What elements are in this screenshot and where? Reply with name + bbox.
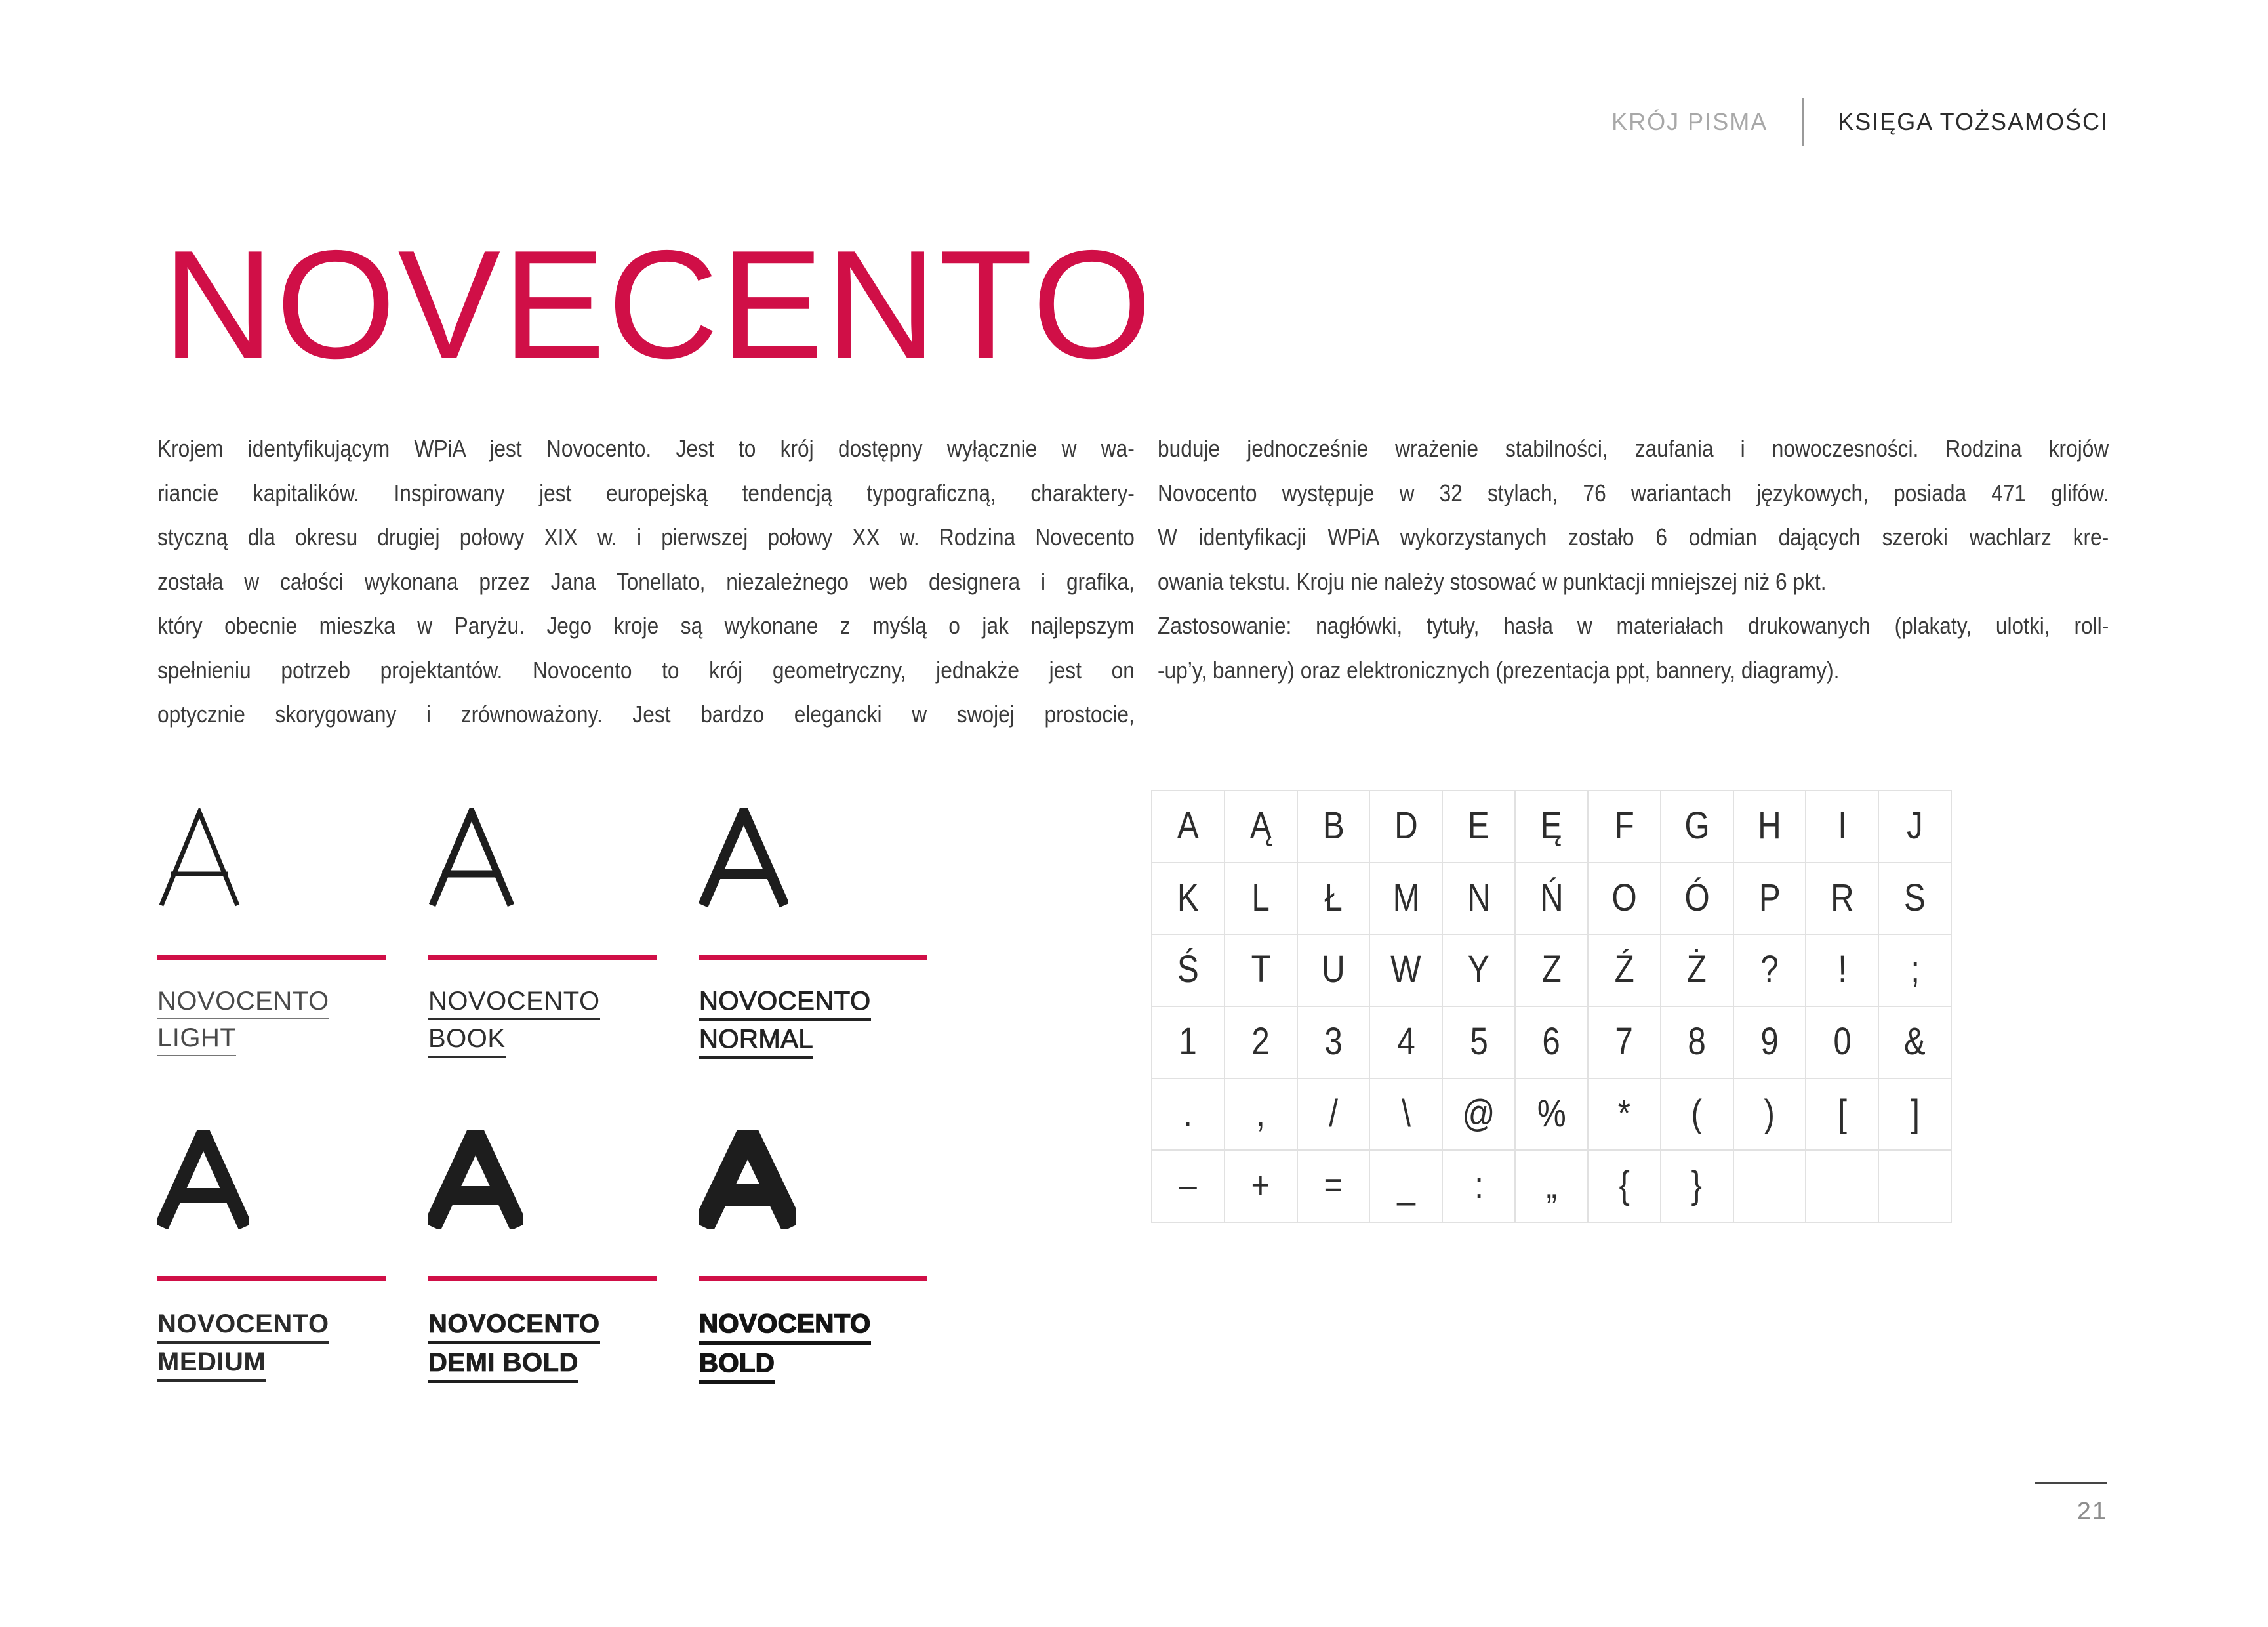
glyph: H bbox=[1758, 804, 1781, 847]
glyph: 6 bbox=[1542, 1019, 1561, 1063]
glyph: % bbox=[1537, 1092, 1566, 1135]
glyph: I bbox=[1837, 804, 1847, 847]
glyph-cell bbox=[1442, 1150, 1515, 1222]
text-line: W identyfikacji WPiA wykorzystanych zostało 6 odmian dających szeroki wachlarz kre- bbox=[1158, 524, 2109, 550]
glyph-cell bbox=[1806, 1006, 1878, 1079]
glyph-cell bbox=[1152, 1150, 1225, 1222]
text-line: została w całości wykonana przez Jana Tonellato, niezależnego web designera i grafika, bbox=[157, 567, 1135, 595]
glyph-cell bbox=[1878, 1006, 1951, 1079]
section-label: KRÓJ PISMA bbox=[1611, 108, 1768, 135]
header-divider-line bbox=[1802, 98, 1804, 146]
glyph: Y bbox=[1468, 948, 1490, 991]
letter-a-glyph bbox=[157, 808, 241, 908]
accent-rule bbox=[428, 955, 657, 960]
glyph: 5 bbox=[1469, 1019, 1488, 1063]
glyph-cell bbox=[1152, 863, 1225, 935]
text-line: riancie kapitalików. Inspirowany jest europejską tendencją typograficzną, charaktery- bbox=[157, 479, 1135, 506]
glyph-cell bbox=[1878, 791, 1951, 863]
glyph: , bbox=[1256, 1092, 1266, 1135]
specimen-label-line: NOVOCENTO bbox=[157, 986, 329, 1019]
glyph: 2 bbox=[1251, 1019, 1270, 1063]
glyph: : bbox=[1474, 1164, 1484, 1207]
specimen-label-line: LIGHT bbox=[157, 1023, 236, 1056]
glyph-cell bbox=[1661, 1006, 1733, 1079]
glyph-cell bbox=[1369, 1006, 1442, 1079]
specimen-label-book bbox=[428, 986, 600, 1061]
glyph-cell bbox=[1297, 1150, 1370, 1222]
glyph-cell bbox=[1661, 934, 1733, 1006]
glyph: = bbox=[1324, 1164, 1343, 1207]
text-line: owania tekstu. Kroju nie należy stosować w punktacji mniejszej niż 6 pkt. bbox=[1158, 567, 1827, 595]
glyph: W bbox=[1390, 948, 1422, 991]
glyph: Ń bbox=[1539, 876, 1564, 919]
glyph: N bbox=[1467, 876, 1491, 919]
glyph: 1 bbox=[1179, 1019, 1198, 1063]
text-line: Novocento występuje w 32 stylach, 76 wariantach językowych, posiada 471 glifów. bbox=[1158, 479, 2109, 506]
glyph: D bbox=[1394, 804, 1418, 847]
specimen-label-line: DEMI BOLD bbox=[428, 1348, 578, 1383]
glyph: 3 bbox=[1324, 1019, 1343, 1063]
glyph: Ś bbox=[1177, 948, 1199, 991]
glyph-cell bbox=[1442, 1079, 1515, 1151]
glyph: P bbox=[1758, 876, 1781, 919]
glyph-cell bbox=[1661, 1150, 1733, 1222]
glyph: _ bbox=[1397, 1164, 1415, 1207]
glyph-cell bbox=[1369, 934, 1442, 1006]
text-line: spełnieniu potrzeb projektantów. Novocento to krój geometryczny, jednakże jest on bbox=[157, 656, 1135, 684]
glyph: Ę bbox=[1541, 804, 1562, 847]
specimen-letter-light bbox=[157, 808, 241, 911]
glyph-cell bbox=[1878, 863, 1951, 935]
glyph: Ż bbox=[1687, 948, 1707, 991]
glyph-cell bbox=[1225, 791, 1297, 863]
glyph-cell bbox=[1515, 1006, 1588, 1079]
glyph-cell bbox=[1225, 1006, 1297, 1079]
glyph-cell bbox=[1733, 791, 1806, 863]
glyph-cell bbox=[1515, 934, 1588, 1006]
glyph-cell bbox=[1733, 863, 1806, 935]
glyph: ! bbox=[1837, 948, 1847, 991]
glyph-cell-empty bbox=[1733, 1150, 1806, 1222]
glyph: / bbox=[1329, 1092, 1338, 1135]
glyph-cell bbox=[1661, 791, 1733, 863]
glyph-cell-empty bbox=[1878, 1150, 1951, 1222]
specimen-label-light bbox=[157, 986, 329, 1060]
text-line: Krojem identyfikującym WPiA jest Novocento. Jest to krój dostępny wyłącznie w wa- bbox=[157, 435, 1135, 462]
glyph-cell bbox=[1297, 1006, 1370, 1079]
glyph: Z bbox=[1541, 948, 1562, 991]
glyph-cell bbox=[1369, 791, 1442, 863]
specimen-letter-demibold bbox=[428, 1130, 523, 1233]
glyph: O bbox=[1611, 876, 1637, 919]
accent-rule bbox=[699, 955, 927, 960]
glyph: R bbox=[1830, 876, 1854, 919]
text-line: buduje jednocześnie wrażenie stabilności, zaufania i nowoczesności. Rodzina krojów bbox=[1158, 435, 2109, 462]
specimen-label-line: MEDIUM bbox=[157, 1347, 266, 1382]
glyph-cell bbox=[1369, 1150, 1442, 1222]
letter-a-glyph bbox=[699, 808, 788, 908]
glyph-cell bbox=[1661, 1079, 1733, 1151]
glyph-cell bbox=[1878, 1079, 1951, 1151]
glyph-cell bbox=[1515, 791, 1588, 863]
page-header bbox=[1611, 98, 2109, 146]
glyph: 7 bbox=[1615, 1019, 1634, 1063]
glyph: 4 bbox=[1397, 1019, 1415, 1063]
specimen-label-normal bbox=[699, 986, 871, 1062]
glyph-cell bbox=[1442, 934, 1515, 1006]
glyph-cell bbox=[1152, 791, 1225, 863]
glyph: J bbox=[1907, 804, 1923, 847]
glyph: Ą bbox=[1249, 804, 1272, 847]
glyph-cell bbox=[1588, 863, 1661, 935]
letter-a-glyph bbox=[428, 1130, 523, 1229]
glyph: ; bbox=[1910, 948, 1920, 991]
glyph-cell bbox=[1369, 863, 1442, 935]
glyph-cell bbox=[1152, 1006, 1225, 1079]
letter-a-glyph bbox=[157, 1130, 249, 1229]
glyph-cell bbox=[1733, 1006, 1806, 1079]
specimen-label-line: BOOK bbox=[428, 1023, 506, 1058]
specimen-label-line: NOVOCENTO bbox=[428, 986, 600, 1020]
glyph: 9 bbox=[1760, 1019, 1779, 1063]
glyph: 0 bbox=[1833, 1019, 1852, 1063]
glyph: * bbox=[1617, 1092, 1630, 1135]
specimen-label-bold bbox=[699, 1309, 871, 1388]
glyph-cell bbox=[1515, 863, 1588, 935]
specimen-label-line: NOVOCENTO bbox=[428, 1309, 600, 1344]
glyph-cell bbox=[1806, 863, 1878, 935]
glyph: Ó bbox=[1684, 876, 1710, 919]
glyph: ? bbox=[1760, 948, 1779, 991]
glyph: . bbox=[1183, 1092, 1193, 1135]
specimen-letter-medium bbox=[157, 1130, 249, 1233]
text-line: styczną dla okresu drugiej połowy XIX w. i pierwszej połowy XX w. Rodzina Novecento bbox=[157, 524, 1135, 550]
glyph: L bbox=[1251, 876, 1270, 919]
glyph-cell bbox=[1806, 791, 1878, 863]
glyph: ] bbox=[1910, 1092, 1920, 1135]
accent-rule bbox=[157, 1276, 386, 1281]
specimen-letter-book bbox=[428, 808, 515, 911]
document-title-label: KSIĘGA TOŻSAMOŚCI bbox=[1838, 108, 2109, 135]
glyph-cell bbox=[1442, 1006, 1515, 1079]
specimen-label-line: NOVOCENTO bbox=[699, 986, 871, 1021]
glyph: { bbox=[1619, 1164, 1630, 1207]
glyph-cell bbox=[1297, 934, 1370, 1006]
glyph-table bbox=[1151, 790, 1952, 1223]
text-line: Zastosowanie: nagłówki, tytuły, hasła w materiałach drukowanych (plakaty, ulotki, roll- bbox=[1158, 612, 2109, 639]
glyph-cell bbox=[1297, 1079, 1370, 1151]
glyph-cell bbox=[1515, 1150, 1588, 1222]
glyph: Ź bbox=[1614, 948, 1634, 991]
glyph: & bbox=[1904, 1019, 1926, 1063]
glyph: G bbox=[1684, 804, 1710, 847]
glyph: A bbox=[1177, 804, 1199, 847]
glyph-cell bbox=[1588, 1006, 1661, 1079]
glyph: M bbox=[1392, 876, 1420, 919]
glyph: E bbox=[1468, 804, 1490, 847]
glyph: T bbox=[1251, 948, 1271, 991]
glyph: \ bbox=[1402, 1092, 1411, 1135]
typeface-title: NOVECENTO bbox=[163, 218, 1154, 390]
text-line: -up’y, bannery) oraz elektronicznych (prezentacja ppt, bannery, diagramy). bbox=[1158, 656, 1840, 684]
glyph: } bbox=[1691, 1164, 1703, 1207]
text-line: optycznie skorygowany i zrównoważony. Jest bardzo elegancki w swojej prostocie, bbox=[157, 701, 1135, 728]
letter-a-glyph bbox=[428, 808, 515, 908]
glyph-cell bbox=[1225, 1079, 1297, 1151]
glyph: @ bbox=[1462, 1092, 1495, 1135]
letter-a-glyph bbox=[699, 1130, 796, 1229]
glyph-cell bbox=[1369, 1079, 1442, 1151]
glyph: K bbox=[1177, 876, 1199, 919]
glyph-cell bbox=[1152, 934, 1225, 1006]
glyph-cell bbox=[1297, 791, 1370, 863]
glyph-cell-empty bbox=[1806, 1150, 1878, 1222]
glyph-cell bbox=[1588, 1150, 1661, 1222]
glyph-cell bbox=[1225, 934, 1297, 1006]
glyph-cell bbox=[1515, 1079, 1588, 1151]
specimen-label-demibold bbox=[428, 1309, 600, 1386]
accent-rule bbox=[699, 1276, 927, 1281]
glyph: ( bbox=[1691, 1092, 1703, 1135]
text-line: który obecnie mieszka w Paryżu. Jego kroje są wykonane z myślą o jak najlepszym bbox=[157, 612, 1135, 639]
specimen-letter-bold bbox=[699, 1130, 796, 1233]
footer-rule bbox=[2035, 1482, 2107, 1484]
glyph-cell bbox=[1588, 791, 1661, 863]
glyph-cell bbox=[1806, 934, 1878, 1006]
glyph: 8 bbox=[1688, 1019, 1706, 1063]
page-number: 21 bbox=[2076, 1498, 2107, 1525]
glyph-cell bbox=[1878, 934, 1951, 1006]
glyph: + bbox=[1251, 1164, 1270, 1207]
specimen-label-medium bbox=[157, 1309, 329, 1385]
accent-rule bbox=[428, 1276, 657, 1281]
specimen-label-line: BOLD bbox=[699, 1348, 775, 1384]
glyph-cell bbox=[1442, 791, 1515, 863]
glyph-cell bbox=[1442, 863, 1515, 935]
glyph: U bbox=[1322, 948, 1345, 991]
specimen-letter-normal bbox=[699, 808, 788, 911]
intro-column-right bbox=[1158, 426, 2109, 692]
glyph-cell bbox=[1661, 863, 1733, 935]
glyph-cell bbox=[1152, 1079, 1225, 1151]
glyph-cell bbox=[1297, 863, 1370, 935]
glyph: Ł bbox=[1324, 876, 1343, 919]
specimen-label-line: NOVOCENTO bbox=[699, 1309, 871, 1345]
glyph-cell bbox=[1806, 1079, 1878, 1151]
glyph: S bbox=[1904, 876, 1926, 919]
glyph: B bbox=[1322, 804, 1345, 847]
glyph-cell bbox=[1733, 934, 1806, 1006]
glyph: ) bbox=[1764, 1092, 1775, 1135]
glyph: [ bbox=[1837, 1092, 1847, 1135]
accent-rule bbox=[157, 955, 386, 960]
specimen-label-line: NORMAL bbox=[699, 1024, 813, 1059]
specimen-label-line: NOVOCENTO bbox=[157, 1309, 329, 1344]
glyph-cell bbox=[1588, 934, 1661, 1006]
glyph: F bbox=[1614, 804, 1634, 847]
glyph-cell bbox=[1588, 1079, 1661, 1151]
glyph: – bbox=[1179, 1164, 1198, 1207]
glyph-cell bbox=[1225, 863, 1297, 935]
glyph-cell bbox=[1733, 1079, 1806, 1151]
glyph: „ bbox=[1546, 1164, 1557, 1207]
intro-column-left bbox=[157, 426, 1135, 737]
glyph-cell bbox=[1225, 1150, 1297, 1222]
